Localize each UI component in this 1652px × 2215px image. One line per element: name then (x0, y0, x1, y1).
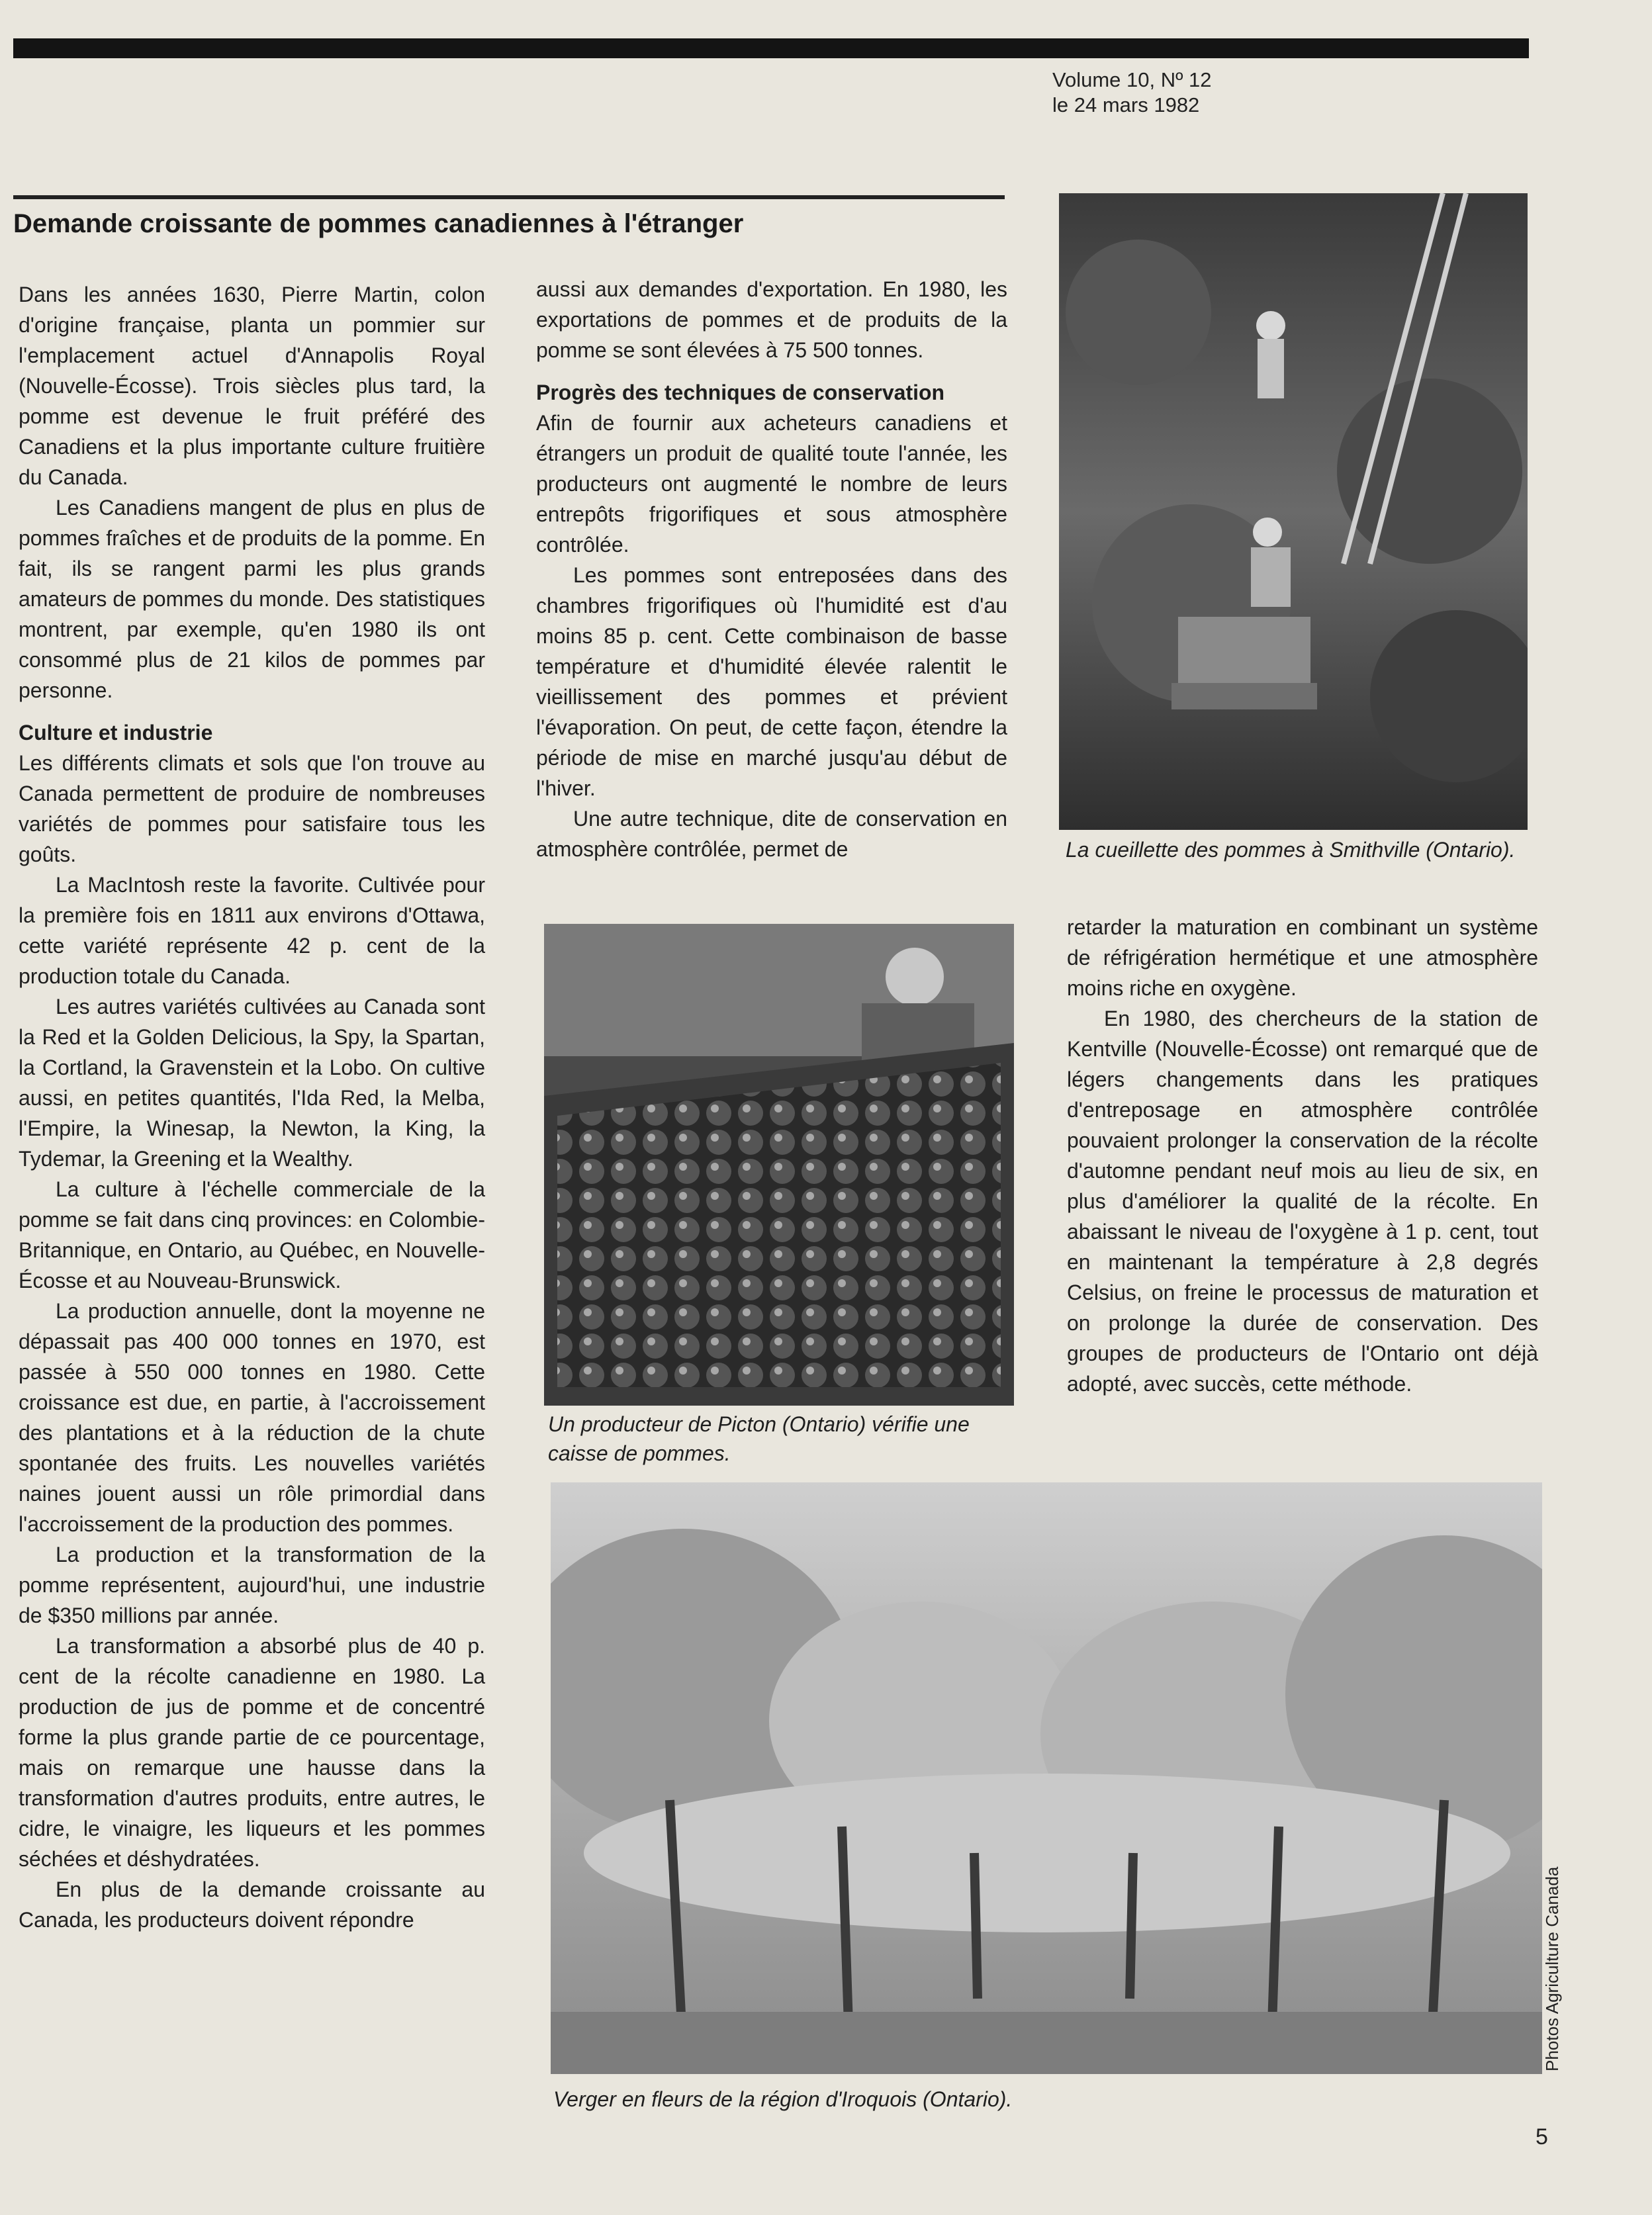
photo-orchard-bloom (551, 1482, 1542, 2074)
paragraph: La MacIntosh reste la favorite. Cultivée pour la première fois en 1811 aux environs d'Ottawa, cette variété représente 42 p. cent de la production totale du Canada. (19, 873, 485, 988)
subheading-culture: Culture et industrie (19, 721, 213, 745)
paragraph: retarder la maturation en combinant un système de réfrigération hermétique et une atmosphère moins riche en oxygène. (1067, 915, 1538, 1000)
column-3 (1067, 912, 1538, 1399)
paragraph: aussi aux demandes d'exportation. En 1980, les exportations de pommes et de produits de la pomme se sont élevées à 75 500 tonnes. (536, 277, 1007, 362)
paragraph: Une autre technique, dite de conservation en atmosphère contrôlée, permet de (536, 807, 1007, 861)
paragraph: En 1980, des chercheurs de la station de Kentville (Nouvelle-Écosse) ont remarqué que de légers changements dans les pratiques d'entreposage en atmosphère contrôlée pouvaient prolonger la conservation de la récolte d'automne pendant neuf mois au lieu de six, en plus d'améliorer la qualité de la récolte. En abaissant le niveau de l'oxygène à 1 p. cent, tout en maintenant la température à 2,8 degrés Celsius, on freine le processus de maturation et on prolonge la durée de conservation. Des groupes de producteurs de l'Ontario ont déjà adopté, avec succès, cette méthode. (1067, 1007, 1538, 1396)
paragraph: La transformation a absorbé plus de 40 p. cent de la récolte canadienne en 1980. La production de jus de pomme et de concentré forme la plus grande partie de ce pourcentage, mais on remarque une hausse dans la transformation d'autres produits, entre autres, le cidre, le vinaigre, les liqueurs et les pommes séchées et déshydratées. (19, 1634, 485, 1871)
top-rule (13, 38, 1529, 58)
paragraph: Dans les années 1630, Pierre Martin, colon d'origine française, planta un pommier sur l'emplacement actuel d'Annapolis Royal (Nouvelle-Écosse). Trois siècles plus tard, la pomme est devenue le fruit préféré des Canadiens et la plus importante culture fruitière du Canada. (19, 283, 485, 489)
column-2 (536, 274, 1007, 864)
paragraph: Les Canadiens mangent de plus en plus de pommes fraîches et de produits de la pomme. En fait, ils se rangent parmi les plus grands amateurs de pommes du monde. Des statistiques montrent, par exemple, qu'en 1980 ils ont consommé plus de 21 kilos de pommes par personne. (19, 496, 485, 702)
page-number: 5 (1536, 2124, 1548, 2149)
paragraph: Les pommes sont entreposées dans des chambres frigorifiques où l'humidité est d'au moins 85 p. cent. Cette combinaison de basse température et d'humidité élevée ralentit le vieillissement des pommes et prévient l'évaporation. On peut, de cette façon, étendre la période de mise en marché jusqu'au début de l'hiver. (536, 563, 1007, 800)
caption-apple-crate: Un producteur de Picton (Ontario) vérifie une caisse de pommes. (548, 1412, 970, 1465)
headline-rule (13, 195, 1005, 199)
paragraph: La production et la transformation de la pomme représentent, aujourd'hui, une industrie de $350 millions par année. (19, 1543, 485, 1627)
issue-date: le 24 mars 1982 (1052, 93, 1200, 116)
caption-apple-picking: La cueillette des pommes à Smithville (Ontario). (1066, 838, 1516, 862)
paragraph: Les différents climats et sols que l'on trouve au Canada permettent de produire de nombreuses variétés de pommes pour satisfaire tous les goûts. (19, 751, 485, 866)
photo-apple-crate (544, 924, 1014, 1406)
photo-credit: Photos Agriculture Canada (1542, 1866, 1562, 2071)
caption-orchard-bloom: Verger en fleurs de la région d'Iroquois (Ontario). (553, 2087, 1013, 2111)
subheading-conservation: Progrès des techniques de conservation (536, 381, 945, 404)
paragraph: En plus de la demande croissante au Canada, les producteurs doivent répondre (19, 1877, 485, 1932)
issue-info (1052, 68, 1212, 118)
issue-number: Volume 10, Nº 12 (1052, 68, 1212, 91)
article-headline: Demande croissante de pommes canadiennes à l'étranger (13, 209, 744, 238)
paragraph: La production annuelle, dont la moyenne ne dépassait pas 400 000 tonnes en 1970, est passée à 550 000 tonnes en 1980. Cette croissance est due, en partie, à l'accroissement des plantations et à la réduction de la chute spontanée des fruits. Les nouvelles variétés naines jouent aussi un rôle primordial dans l'accroissement de la production des pommes. (19, 1299, 485, 1536)
photo-apple-picking (1059, 193, 1528, 830)
paragraph: Afin de fournir aux acheteurs canadiens et étrangers un produit de qualité toute l'année, les producteurs ont augmenté le nombre de leurs entrepôts frigorifiques et sous atmosphère contrôlée. (536, 411, 1007, 557)
column-1 (19, 279, 485, 1935)
paragraph: Les autres variétés cultivées au Canada sont la Red et la Golden Delicious, la Spy, la Spartan, la Cortland, la Gravenstein et la Lobo. On cultive aussi, en petites quantités, l'Ida Red, la Melba, l'Empire, la Winesap, la Newton, la King, la Tydemar, la Greening et la Wealthy. (19, 995, 485, 1171)
paragraph: La culture à l'échelle commerciale de la pomme se fait dans cinq provinces: en Colombie-Britannique, en Ontario, au Québec, en Nouvelle-Écosse et au Nouveau-Brunswick. (19, 1177, 485, 1292)
